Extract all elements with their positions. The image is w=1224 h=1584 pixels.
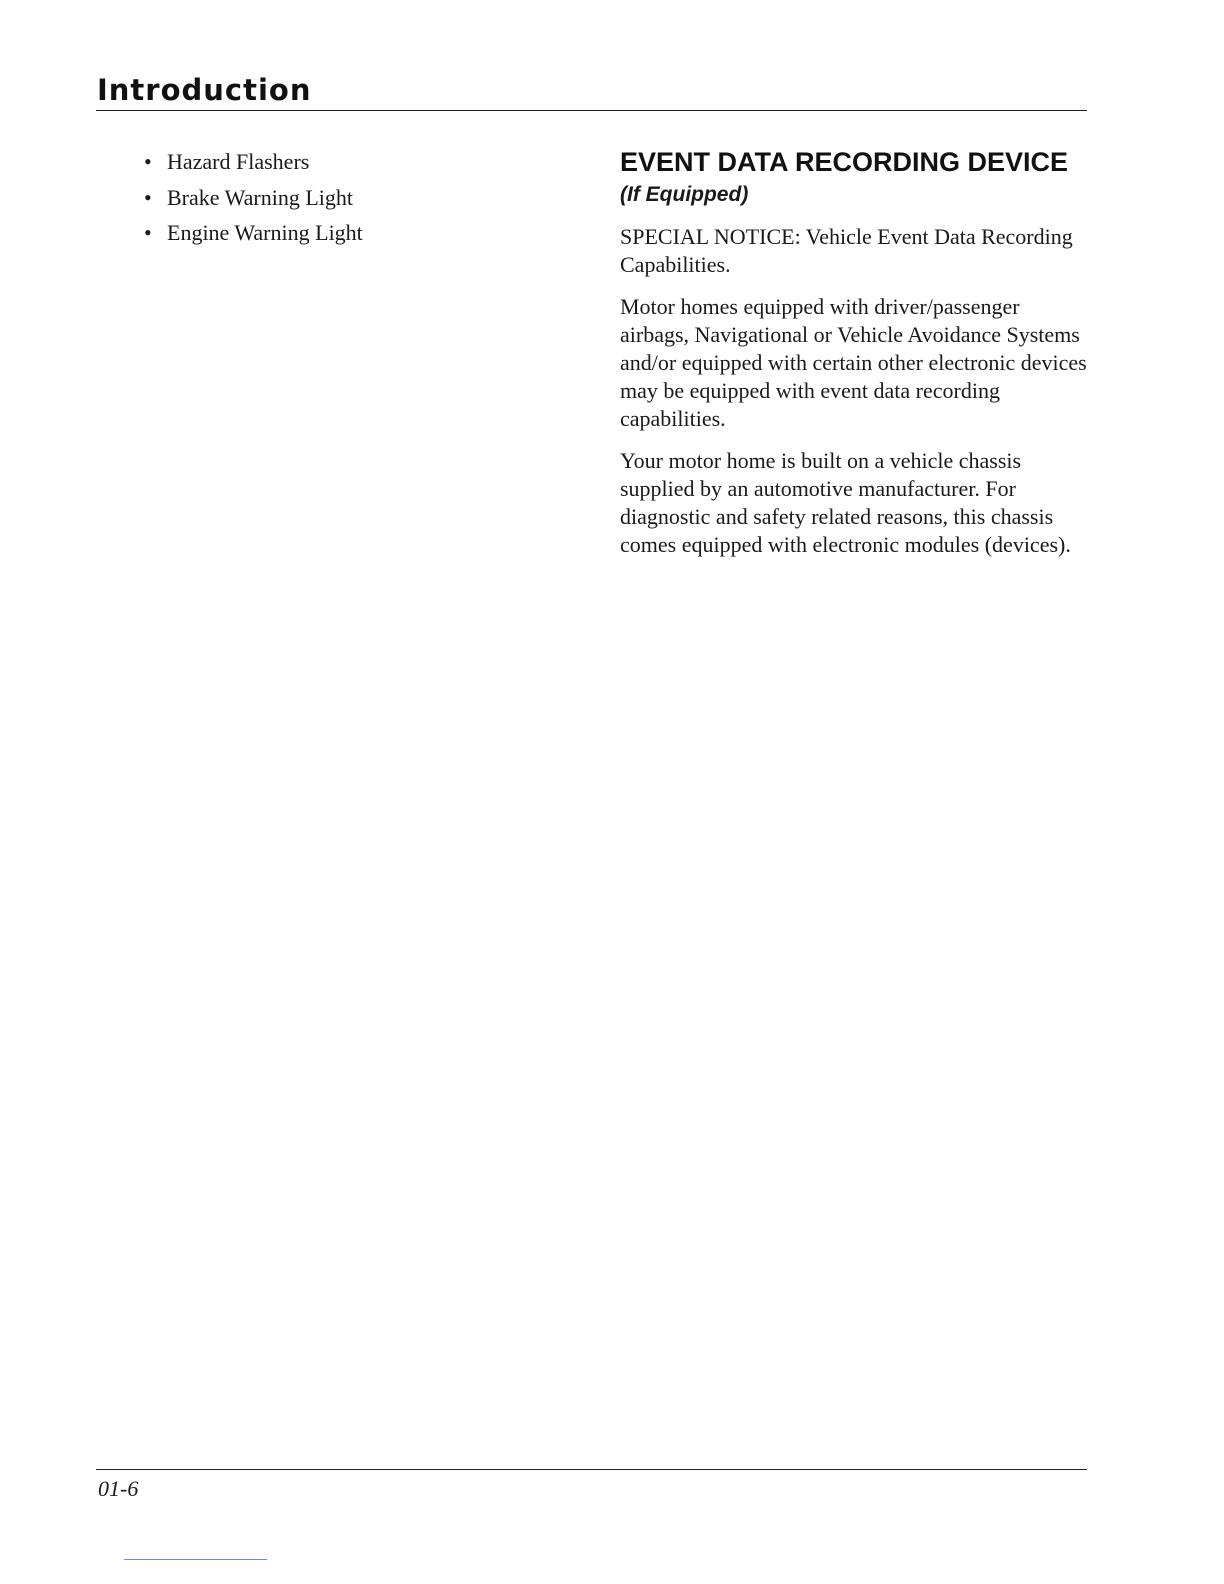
special-notice-paragraph: SPECIAL NOTICE: Vehicle Event Data Recording Capabilities. [620,224,1073,277]
section-title: EVENT DATA RECORDING DEVICE [620,147,1069,177]
bottom-link-underline [124,1559,267,1560]
bullet-icon: • [144,220,152,245]
list-item [142,180,363,216]
list-item-text: Engine Warning Light [167,220,363,245]
list-item [142,215,363,251]
equipment-paragraph: Motor homes equipped with driver/passenger airbags, Navigational or Vehicle Avoidance Systems and/or equipped with certain other electronic devices may be equipped with event data recording capabilities. [620,294,1087,431]
list-item-text: Hazard Flashers [167,149,310,174]
page-header-title: Introduction [97,73,312,107]
header-divider [96,110,1087,111]
list-item-text: Brake Warning Light [167,184,354,210]
bullet-icon: • [144,149,152,174]
bullet-icon: • [144,184,152,210]
event-data-section [620,143,1090,573]
list-item [142,144,363,180]
section-subtitle: (If Equipped) [620,183,749,206]
chassis-paragraph: Your motor home is built on a vehicle chassis supplied by an automotive manufacturer. For diagnostic and safety related reasons, this chassis comes equipped with electronic modules (devices). [620,448,1071,557]
footer-divider [96,1469,1087,1470]
page-number: 01-6 [98,1476,139,1501]
indicator-bullet-list [142,144,363,251]
